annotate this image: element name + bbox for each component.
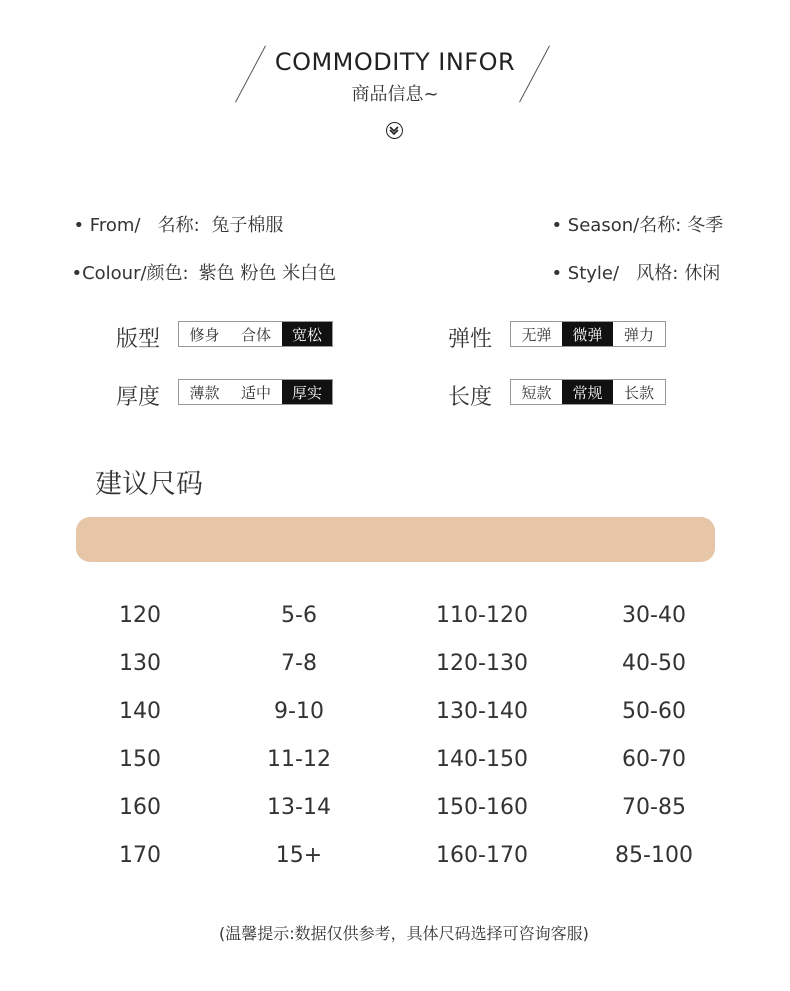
size-cell: 150: [119, 747, 161, 772]
size-cell: 160: [119, 795, 161, 820]
size-cell: 170: [119, 843, 161, 868]
attr-length-option: 短款: [521, 383, 552, 402]
info-style-value: 休闲: [684, 263, 721, 284]
attr-thickness-label: 厚度: [116, 385, 161, 410]
attr-fit-option: 修身: [189, 325, 220, 344]
attr-fit-scale: [178, 321, 333, 347]
attr-elastic-option: 无弹: [521, 325, 552, 344]
info-season-label: Season/名称:: [567, 215, 682, 236]
section-title-cn: 商品信息~: [351, 84, 439, 105]
info-colour-label: Colour/颜色:: [82, 263, 189, 284]
size-cell: 50-60: [622, 699, 686, 724]
bullet-icon: •: [73, 215, 90, 236]
size-cell: 7-8: [281, 651, 317, 676]
info-from-label: From/ 名称:: [89, 215, 200, 236]
info-colour: [60, 238, 336, 285]
info-style: [540, 238, 720, 285]
size-cell: 9-10: [274, 699, 324, 724]
size-cell: 150-160: [436, 795, 528, 820]
info-season: [540, 190, 723, 237]
size-cell: 160-170: [436, 843, 528, 868]
size-cell: 130-140: [436, 699, 528, 724]
attr-thickness-option-selected: 厚实: [282, 380, 332, 404]
size-cell: 120-130: [436, 651, 528, 676]
size-cell: 70-85: [622, 795, 686, 820]
size-cell: 140-150: [436, 747, 528, 772]
attr-length-option-selected: 常规: [562, 380, 613, 404]
attr-thickness-scale: [178, 379, 333, 405]
size-cell: 40-50: [622, 651, 686, 676]
attr-thickness-option: 薄款: [189, 383, 220, 402]
size-cell: 13-14: [267, 795, 331, 820]
chevron-down-icon: [386, 122, 403, 139]
attr-fit-label: 版型: [116, 327, 161, 352]
attr-length-scale: [510, 379, 666, 405]
attr-elastic-option-selected: 微弹: [562, 322, 613, 346]
bullet-icon: •: [551, 263, 568, 284]
footnote: (温馨提示:数据仅供参考，具体尺码选择可咨询客服): [219, 924, 589, 943]
size-section-title: 建议尺码: [95, 469, 203, 500]
attr-length-label: 长度: [448, 385, 493, 410]
size-cell: 5-6: [281, 603, 317, 628]
size-cell: 140: [119, 699, 161, 724]
size-cell: 120: [119, 603, 161, 628]
info-from-value: 兔子棉服: [211, 215, 284, 236]
size-cell: 130: [119, 651, 161, 676]
info-from: [62, 190, 283, 237]
size-cell: 11-12: [267, 747, 331, 772]
size-cell: 110-120: [436, 603, 528, 628]
bullet-icon: •: [551, 215, 568, 236]
info-style-label: Style/ 风格:: [567, 263, 679, 284]
attr-fit-option-selected: 宽松: [282, 322, 332, 346]
section-title-en: COMMODITY INFOR: [274, 48, 516, 76]
size-cell: 15+: [275, 843, 323, 868]
attr-elastic-label: 弹性: [448, 327, 493, 352]
info-colour-value: 紫色 粉色 米白色: [198, 263, 337, 284]
info-season-value: 冬季: [687, 215, 724, 236]
attr-elastic-scale: [510, 321, 666, 347]
size-cell: 85-100: [615, 843, 693, 868]
size-cell: 60-70: [622, 747, 686, 772]
attr-elastic-option: 弹力: [623, 325, 654, 344]
attr-thickness-option: 适中: [240, 383, 271, 402]
size-cell: 30-40: [622, 603, 686, 628]
attr-length-option: 长款: [623, 383, 654, 402]
bullet-icon: •: [71, 263, 83, 284]
attr-fit-option: 合体: [240, 325, 271, 344]
size-header-bar: [76, 517, 715, 562]
